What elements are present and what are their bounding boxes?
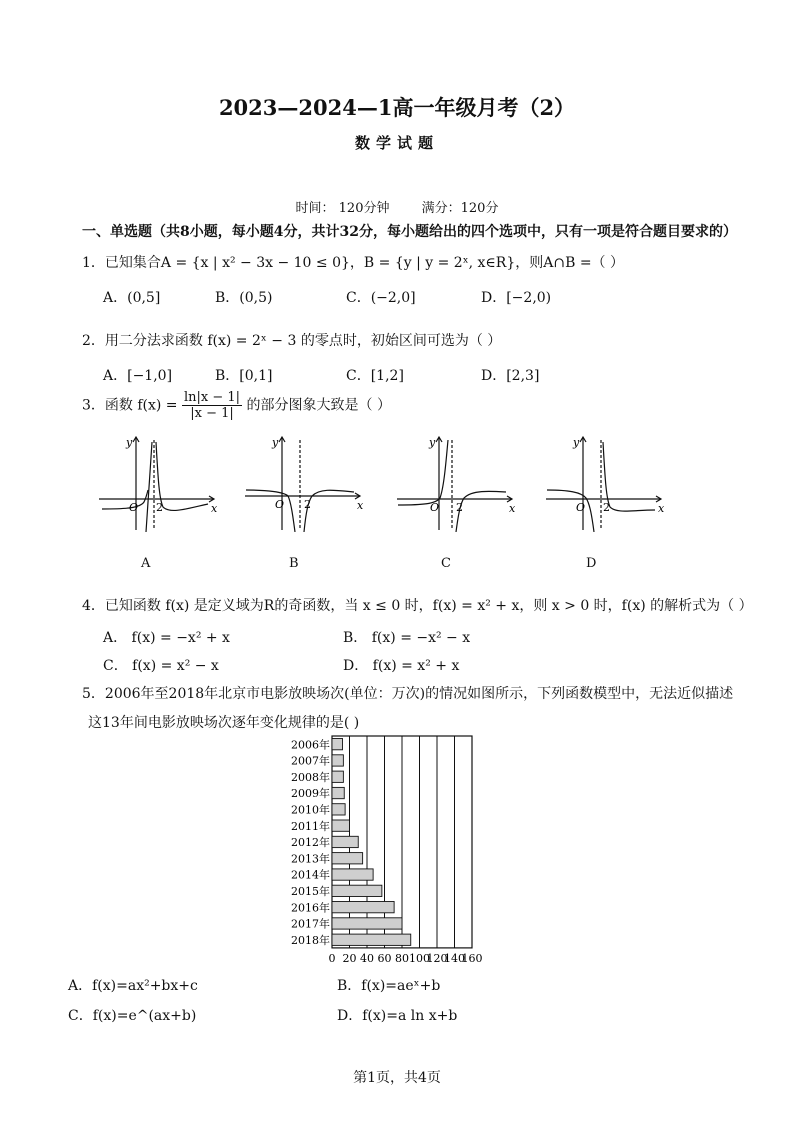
graph-label-a: A [141, 556, 151, 571]
graph-label-c: C [441, 556, 451, 571]
graph-a-x-label: x [211, 502, 218, 515]
q1-option-c[interactable]: C．(−2,0] [346, 290, 416, 306]
question-1-stem: 1．已知集合A = {x | x² − 3x − 10 ≤ 0}，B = {y | y = 2ˣ, x∈R}，则A∩B =（ ） [82, 255, 625, 271]
q3-stem-post: 的部分图象大致是（ ） [246, 397, 391, 414]
graph-d-origin: O [576, 501, 586, 514]
category-label: 2018年 [291, 933, 330, 947]
chart-bars [332, 739, 411, 946]
category-label: 2006年 [291, 738, 330, 752]
graph-d-x-label: x [658, 502, 665, 515]
bar [332, 771, 343, 782]
tick-label: 140 [444, 951, 465, 963]
q4-option-c[interactable]: C． f(x) = x² − x [103, 658, 219, 674]
graph-d-y-label: y [573, 436, 580, 449]
q2-option-d[interactable]: D．[2,3] [481, 368, 540, 384]
graph-b[interactable] [242, 432, 367, 532]
tick-label: 20 [342, 951, 357, 963]
bar [332, 836, 358, 847]
bar [332, 885, 382, 896]
q3-fraction-denominator: |x − 1| [190, 406, 234, 421]
q2-option-c[interactable]: C．[1,2] [346, 368, 404, 384]
q3-fraction [182, 390, 242, 421]
chart-category-labels [291, 737, 330, 947]
q4-option-a[interactable]: A． f(x) = −x² + x [103, 630, 230, 646]
graph-d-mark: 2 [603, 501, 610, 514]
category-label: 2013年 [291, 852, 330, 866]
bar [332, 853, 363, 864]
category-label: 2017年 [291, 917, 330, 931]
tick-label: 0 [328, 951, 336, 963]
category-label: 2016年 [291, 901, 330, 915]
section-heading: 一、单选题（共8小题，每小题4分，共计32分，每小题给出的四个选项中，只有一项是符合题目要求的） [82, 224, 737, 240]
graph-b-y-label: y [272, 436, 279, 449]
graph-label-b: B [289, 556, 299, 571]
q1-option-d[interactable]: D．[−2,0) [481, 290, 552, 306]
exam-subtitle: 数学试题 [354, 134, 439, 152]
q5-bar-chart [285, 733, 495, 963]
exam-meta [0, 197, 794, 216]
category-label: 2007年 [291, 754, 330, 768]
category-label: 2008年 [291, 770, 330, 784]
page-footer: 第1页，共4页 [353, 1070, 441, 1086]
q5-option-a[interactable]: A．f(x)=ax²+bx+c [68, 978, 198, 994]
q5-option-d[interactable]: D．f(x)=a ln x+b [337, 1008, 458, 1024]
graph-a-y-label: y [126, 436, 133, 449]
time-limit: 时间： 120分钟 [295, 201, 390, 216]
bar [332, 820, 350, 831]
bar [332, 739, 343, 750]
graph-c-x-label: x [509, 502, 516, 515]
q1-option-a[interactable]: A．(0,5] [103, 290, 161, 306]
graph-b-mark: 2 [304, 498, 311, 511]
question-3-stem [82, 390, 391, 421]
tick-label: 100 [409, 951, 430, 963]
tick-label: 80 [395, 951, 409, 963]
full-score: 满分：120分 [421, 201, 499, 216]
chart-tick-labels [329, 952, 483, 963]
tick-label: 160 [461, 951, 483, 963]
bar [332, 934, 411, 945]
tick-label: 60 [377, 951, 392, 963]
graph-a-origin: O [129, 501, 139, 514]
category-label: 2014年 [291, 868, 330, 882]
tick-label: 40 [360, 951, 374, 963]
graph-label-d: D [586, 556, 597, 571]
q1-option-b[interactable]: B．(0,5) [215, 290, 273, 306]
q5-option-b[interactable]: B．f(x)=aeˣ+b [337, 978, 441, 994]
graph-b-x-label: x [357, 499, 364, 512]
question-2-stem: 2．用二分法求函数 f(x) = 2ˣ − 3 的零点时，初始区间可选为（ ） [82, 333, 502, 349]
q4-option-b[interactable]: B． f(x) = −x² − x [343, 630, 471, 646]
bar [332, 787, 344, 798]
graph-d[interactable] [543, 432, 668, 532]
question-5-stem-line2: 这13年间电影放映场次逐年变化规律的是( ) [88, 715, 360, 731]
question-5-stem-line1: 5．2006年至2018年北京市电影放映场次(单位：万次)的情况如图所示，下列函数模型中，无法近似描述 [82, 686, 734, 702]
graph-a[interactable] [96, 432, 221, 532]
q3-fraction-numerator: ln|x − 1| [184, 390, 241, 405]
bar [332, 869, 373, 880]
graph-c-origin: O [430, 501, 440, 514]
tick-label: 120 [426, 951, 448, 963]
category-label: 2010年 [291, 803, 330, 817]
bar [332, 755, 343, 766]
q5-option-c[interactable]: C．f(x)=e^(ax+b) [68, 1008, 197, 1024]
q3-stem-pre: 3．函数 f(x) = [82, 397, 178, 414]
graph-c-mark: 2 [456, 501, 463, 514]
q2-option-b[interactable]: B．[0,1] [215, 368, 273, 384]
category-label: 2012年 [291, 836, 330, 850]
graph-c-y-label: y [429, 436, 436, 449]
graph-c[interactable] [394, 432, 519, 532]
bar [332, 918, 402, 929]
graph-b-origin: O [275, 498, 285, 511]
bar [332, 804, 345, 815]
graph-a-mark: 2 [156, 501, 163, 514]
category-label: 2015年 [291, 885, 330, 898]
category-label: 2011年 [291, 819, 330, 833]
q2-option-a[interactable]: A．[−1,0] [103, 368, 173, 384]
q4-option-d[interactable]: D． f(x) = x² + x [343, 658, 460, 674]
question-4-stem: 4．已知函数 f(x) 是定义域为R的奇函数，当 x ≤ 0 时，f(x) = x² + x，则 x > 0 时，f(x) 的解析式为（ ） [82, 598, 753, 614]
exam-title: 2023—2024—1高一年级月考（2） [218, 95, 576, 120]
bar [332, 902, 394, 913]
category-label: 2009年 [291, 787, 330, 801]
